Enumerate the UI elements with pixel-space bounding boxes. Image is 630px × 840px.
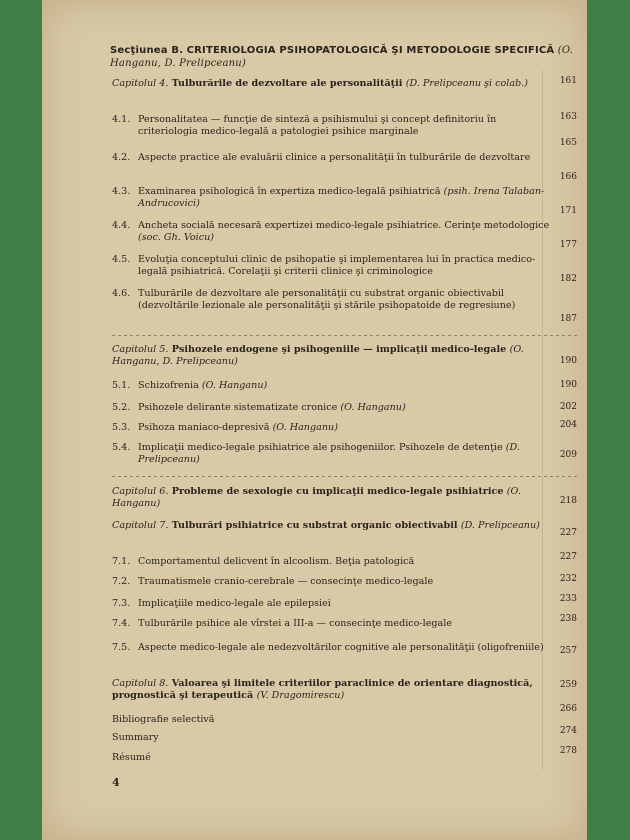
chapter-prefix: Capitolul 8. bbox=[112, 678, 169, 689]
toc-entry-4-3 bbox=[112, 186, 552, 209]
entry-authors: (O. Hanganu) bbox=[201, 380, 268, 391]
entry-title: Schizofrenia bbox=[138, 380, 199, 391]
entry-authors: (V. Dragomirescu) bbox=[256, 689, 345, 701]
entry-authors: (O. Hanganu) bbox=[340, 402, 406, 413]
page-ref: 190 bbox=[559, 380, 577, 390]
toc-entry-4-1 bbox=[112, 114, 552, 137]
entry-number: 5.4. bbox=[112, 442, 131, 453]
entry-number: 4.4. bbox=[112, 220, 131, 231]
entry-number: 5.1. bbox=[112, 380, 131, 391]
entry-title: Aspecte practice ale evaluării clinice a personalităţii în tulburările de dezvoltare bbox=[138, 152, 531, 163]
entry-number: 4.1. bbox=[112, 114, 131, 125]
page-ref: 190 bbox=[559, 356, 577, 366]
entry-title: Aspecte medico-legale ale nedezvoltărilor cognitive ale personalităţii (oligofreniile) bbox=[138, 642, 544, 653]
page-ref: 209 bbox=[559, 450, 577, 460]
page-ref: 274 bbox=[559, 726, 577, 736]
entry-authors: (D. Prelipceanu) bbox=[460, 520, 540, 531]
page-ref: 233 bbox=[559, 594, 577, 604]
page-ref: 218 bbox=[559, 496, 577, 506]
toc-entry-chapter-8 bbox=[112, 678, 552, 701]
entry-authors: (soc. Gh. Voicu) bbox=[138, 231, 215, 243]
page-fold-shadow bbox=[542, 70, 543, 770]
toc-entry-summary bbox=[112, 732, 552, 744]
entry-title: Tulburările psihice ale vîrstei a III-a — consecinţe medico-legale bbox=[138, 618, 453, 629]
entry-authors: (D. Prelipceanu şi colab.) bbox=[405, 78, 529, 89]
toc-entry-4-2 bbox=[112, 152, 552, 164]
chapter-prefix: Capitolul 5. bbox=[112, 344, 169, 355]
entry-number: 4.5. bbox=[112, 254, 131, 265]
page-ref-extra: 187 bbox=[559, 314, 577, 324]
entry-number: 7.4. bbox=[112, 618, 131, 629]
toc-entry-5-2 bbox=[112, 402, 552, 414]
page-ref: 257 bbox=[559, 646, 577, 656]
page-number: 4 bbox=[112, 776, 120, 789]
entry-title: Examinarea psihologică în expertiza medico-legală psihiatrică bbox=[138, 186, 441, 197]
section-heading bbox=[110, 44, 580, 70]
entry-title: Traumatismele cranio-cerebrale — consecinţe medico-legale bbox=[138, 576, 434, 587]
entry-authors: (D. Prelipceanu) bbox=[138, 442, 520, 465]
entry-title: Tulburările de dezvoltare ale personalităţii bbox=[171, 78, 403, 89]
entry-title: Implicaţii medico-legale psihiatrice ale psihogeniilor. Psihozele de detenţie bbox=[138, 442, 503, 453]
entry-title: Summary bbox=[112, 732, 159, 743]
page-ref: 166 bbox=[559, 172, 577, 182]
page-ref: 165 bbox=[559, 138, 577, 148]
entry-title: Implicaţiile medico-legale ale epilepsiei bbox=[138, 598, 331, 609]
page-ref: 238 bbox=[559, 614, 577, 624]
entry-number: 4.6. bbox=[112, 288, 131, 299]
entry-authors: (psih. Irena Talaban-Andrucovici) bbox=[138, 186, 545, 209]
page-ref: 266 bbox=[559, 704, 577, 714]
chapter-prefix: Capitolul 7. bbox=[112, 520, 169, 531]
entry-number: 4.2. bbox=[112, 152, 131, 163]
chapter-prefix: Capitolul 6. bbox=[112, 486, 169, 497]
divider bbox=[112, 335, 579, 336]
toc-entry-resume bbox=[112, 752, 552, 764]
toc-entry-bibliografie bbox=[112, 714, 552, 726]
entry-number: 7.1. bbox=[112, 556, 131, 567]
entry-title: Tulburările de dezvoltare ale personalităţii cu substrat organic obiectivabil (dezvoltările lezionale ale personalităţii şi stările psihopatoide de regresiune) bbox=[138, 288, 516, 311]
entry-number: 5.2. bbox=[112, 402, 131, 413]
entry-number: 7.3. bbox=[112, 598, 131, 609]
page-ref: 177 bbox=[559, 240, 577, 250]
toc-entry-7-5 bbox=[112, 642, 552, 654]
toc-entry-chapter-6 bbox=[112, 486, 552, 509]
entry-authors: (O. Hanganu) bbox=[272, 422, 338, 433]
page-ref: 163 bbox=[559, 112, 577, 122]
toc-entry-4-5 bbox=[112, 254, 552, 277]
toc-entry-chapter-7 bbox=[112, 520, 552, 532]
entry-number: 7.5. bbox=[112, 642, 131, 653]
entry-title: Bibliografie selectivă bbox=[112, 714, 215, 725]
entry-title: Tulburări psihiatrice cu substrat organic obiectivabil bbox=[171, 520, 458, 531]
toc-entry-7-4 bbox=[112, 618, 552, 630]
page-ref: 232 bbox=[559, 574, 577, 584]
toc-entry-5-1 bbox=[112, 380, 552, 392]
page-ref: 171 bbox=[559, 206, 577, 216]
entry-title: Personalitatea — funcţie de sinteză a psihismului şi concept definitoriu în criteriologia medico-legală a patologiei psihice marginale bbox=[138, 114, 497, 137]
page-ref: 161 bbox=[559, 76, 577, 86]
entry-authors: (O. Hanganu, D. Prelipceanu) bbox=[112, 344, 524, 367]
toc-entry-5-4 bbox=[112, 442, 552, 465]
entry-title: Ancheta socială necesară expertizei medico-legale psihiatrice. Cerinţe metodologice bbox=[138, 220, 550, 231]
entry-title: Résumé bbox=[112, 752, 151, 763]
section-label: Secţiunea B. bbox=[110, 45, 184, 56]
section-authors: (O. Hanganu, D. Prelipceanu) bbox=[110, 45, 574, 69]
entry-title: Valoarea şi limitele criteriilor paraclinice de orientare diagnostică, prognostică şi terapeutică bbox=[112, 678, 533, 701]
divider bbox=[112, 476, 579, 477]
entry-title: Comportamentul delicvent în alcoolism. Beţia patologică bbox=[138, 556, 415, 567]
entry-title: Psihoza maniaco-depresivă bbox=[138, 422, 270, 433]
toc-entry-7-1 bbox=[112, 556, 552, 568]
toc-entry-chapter-5 bbox=[112, 344, 552, 367]
page-ref: 227 bbox=[559, 552, 577, 562]
page-ref: 182 bbox=[559, 274, 577, 284]
page-ref: 204 bbox=[559, 420, 577, 430]
section-title-text: CRITERIOLOGIA PSIHOPATOLOGICĂ ŞI METODOLOGIE SPECIFICĂ bbox=[186, 45, 555, 56]
toc-entry-4-6 bbox=[112, 288, 552, 311]
entry-title: Psihozele delirante sistematizate cronice bbox=[138, 402, 338, 413]
entry-number: 7.2. bbox=[112, 576, 131, 587]
page-ref: 259 bbox=[559, 680, 577, 690]
toc-entry-5-3 bbox=[112, 422, 552, 434]
page-ref-last: 278 bbox=[559, 746, 577, 756]
toc-entry-chapter-4 bbox=[112, 78, 552, 90]
chapter-prefix: Capitolul 4. bbox=[112, 78, 169, 89]
entry-authors: (O. Hanganu) bbox=[112, 486, 521, 509]
entry-title: Psihozele endogene şi psihogeniile — implicaţii medico-legale bbox=[171, 344, 507, 355]
page-ref: 227 bbox=[559, 528, 577, 538]
entry-number: 4.3. bbox=[112, 186, 131, 197]
book-page bbox=[42, 0, 587, 840]
entry-title: Evoluţia conceptului clinic de psihopatie şi implementarea lui în practica medico-legală psihiatrică. Corelaţii şi criterii clinice şi criminologice bbox=[138, 254, 536, 277]
entry-title: Probleme de sexologie cu implicaţii medico-legale psihiatrice bbox=[171, 486, 504, 497]
toc-entry-7-2 bbox=[112, 576, 552, 588]
entry-number: 5.3. bbox=[112, 422, 131, 433]
toc-entry-4-4 bbox=[112, 220, 552, 243]
page-ref: 202 bbox=[559, 402, 577, 412]
toc-entry-7-3 bbox=[112, 598, 552, 610]
